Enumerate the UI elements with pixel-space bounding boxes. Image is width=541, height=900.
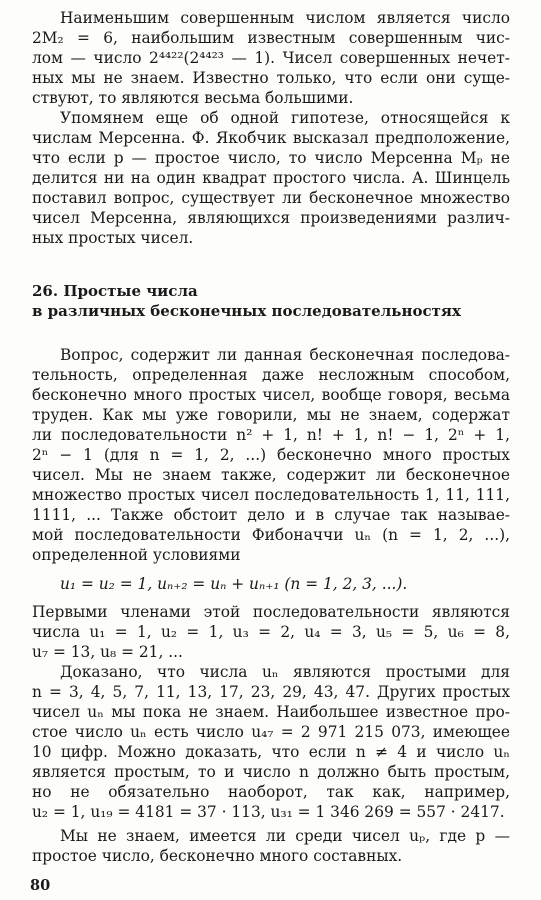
- text-line: Мы не знаем, имеется ли среди чисел uₚ, где p —: [60, 827, 510, 845]
- text-line: поставил вопрос, существует ли бесконечное множество: [32, 189, 510, 207]
- text-line: Доказано, что числа uₙ являются простыми для: [60, 663, 510, 681]
- text-line: числам Мерсенна. Ф. Якобчик высказал предположение,: [32, 129, 510, 147]
- text-line: является простым, то и число n должно быть простым,: [32, 763, 510, 781]
- text-line: u₇ = 13, u₈ = 21, ...: [32, 643, 183, 661]
- text-line: 10 цифр. Можно доказать, что если n ≠ 4 и число uₙ: [32, 743, 510, 761]
- text-line: 2ⁿ − 1 (для n = 1, 2, ...) бесконечно много простых: [32, 446, 510, 464]
- section-heading-subtitle: в различных бесконечных последовательностях: [32, 302, 461, 320]
- text-line: u₂ = 1, u₁₉ = 4181 = 37 · 113, u₃₁ = 1 346 269 = 557 · 2417.: [32, 803, 505, 821]
- text-line: 2M₂ = 6, наибольшим известным совершенным чис-: [32, 29, 510, 47]
- fibonacci-formula: u₁ = u₂ = 1, uₙ₊₂ = uₙ + uₙ₊₁ (n = 1, 2, 3, ...).: [60, 575, 408, 593]
- text-line: множество простых чисел последовательность 1, 11, 111,: [32, 486, 510, 504]
- text-line: ствуют, то являются весьма большими.: [32, 89, 354, 107]
- text-line: ных мы не знаем. Известно только, что если они суще-: [32, 69, 510, 87]
- text-line: делится ни на один квадрат простого числа. А. Шинцель: [32, 169, 510, 187]
- text-line: Наименьшим совершенным числом является число: [60, 9, 510, 27]
- text-line: 1111, ... Также обстоит дело и в случае так называе-: [32, 506, 510, 524]
- text-line: тельность, определенная даже несложным способом,: [32, 366, 510, 384]
- text-line: Первыми членами этой последовательности являются: [32, 603, 510, 621]
- text-line: Упомянем еще об одной гипотезе, относящейся к: [60, 109, 510, 127]
- text-line: чисел uₙ мы пока не знаем. Наибольшее известное про-: [32, 703, 510, 721]
- page-number: 80: [30, 877, 51, 894]
- text-line: простое число, бесконечно много составных.: [32, 847, 403, 865]
- text-line: ных простых чисел.: [32, 229, 194, 247]
- text-line: Вопрос, содержит ли данная бесконечная последова-: [60, 346, 510, 364]
- text-line: n = 3, 4, 5, 7, 11, 13, 17, 23, 29, 43, 47. Других простых: [32, 683, 510, 701]
- text-line: стое число uₙ есть число u₄₇ = 2 971 215 073, имеющее: [32, 723, 510, 741]
- text-line: труден. Как мы уже говорили, мы не знаем, содержат: [32, 406, 510, 424]
- text-line: ли последовательности n² + 1, n! + 1, n! − 1, 2ⁿ + 1,: [32, 426, 510, 444]
- text-line: бесконечно много простых чисел, вообще говоря, весьма: [32, 386, 510, 404]
- section-heading: 26. Простые числа: [32, 282, 198, 300]
- text-line: что если p — простое число, то число Мерсенна Mₚ не: [32, 149, 510, 167]
- text-line: но не обязательно наоборот, так как, например,: [32, 783, 510, 801]
- text-line: лом — число 2⁴⁴²²(2⁴⁴²³ — 1). Чисел совершенных нечет-: [32, 49, 510, 67]
- text-line: числа u₁ = 1, u₂ = 1, u₃ = 2, u₄ = 3, u₅ = 5, u₆ = 8,: [32, 623, 510, 641]
- text-line: мой последовательности Фибоначчи uₙ (n = 1, 2, ...),: [32, 526, 510, 544]
- text-line: чисел. Мы не знаем также, содержит ли бесконечное: [32, 466, 510, 484]
- text-line: определенной условиями: [32, 546, 241, 564]
- text-line: чисел Мерсенна, являющихся произведениями различ-: [32, 209, 510, 227]
